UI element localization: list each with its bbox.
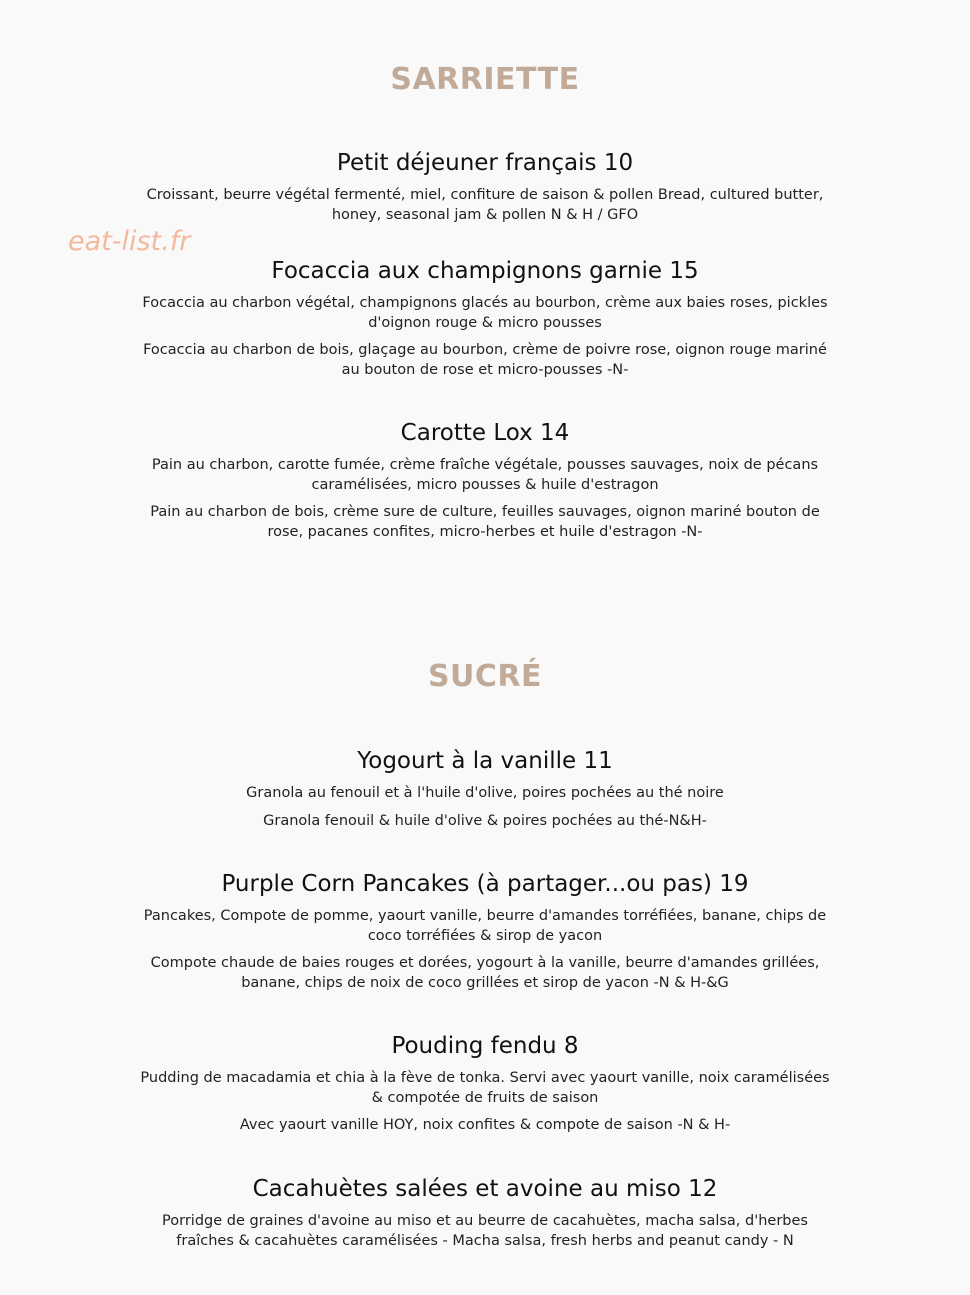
dish-name: Pouding fendu 8 [391,1033,579,1059]
dish-description: Pancakes, Compote de pomme, yaourt vanille, beurre d'amandes torréfiées, banane, chips de coco torréfiées & sirop de yacon [143,908,827,944]
menu-item [135,420,835,550]
dish-description: Granola fenouil & huile d'olive & poires pochées au thé-N&H- [263,812,707,829]
watermark: eat-list.fr [68,226,191,257]
menu-item [135,1033,835,1144]
menu-item [135,1176,835,1259]
dish-name: Cacahuètes salées et avoine au miso 12 [252,1176,718,1202]
section-title-sucre: SUCRÉ [427,659,543,694]
dish-name: Purple Corn Pancakes (à partager...ou pas) 19 [221,871,749,897]
dish-description: Pain au charbon de bois, crème sure de culture, feuilles sauvages, oignon mariné bouton de rose, pacanes confites, micro-herbes et huile d'estragon -N- [150,504,820,540]
section-title-sarriette: SARRIETTE [390,62,580,97]
dish-name: Yogourt à la vanille 11 [357,748,613,774]
dish-name: Carotte Lox 14 [400,420,570,446]
dish-description: Pain au charbon, carotte fumée, crème fraîche végétale, pousses sauvages, noix de pécans caramélisées, micro pousses & huile d'estragon [151,457,819,493]
dish-description: Croissant, beurre végétal fermenté, miel, confiture de saison & pollen Bread, cultured butter, honey, seasonal jam & pollen N & H / GFO [146,187,824,223]
dish-name: Petit déjeuner français 10 [336,150,634,176]
menu-item [135,871,835,1001]
dish-description: Focaccia au charbon végétal, champignons glacés au bourbon, crème aux baies roses, pickles d'oignon rouge & micro pousses [142,295,828,331]
dish-description: Porridge de graines d'avoine au miso et au beurre de cacahuètes, macha salsa, d'herbes fraîches & cacahuètes caramélisées - Macha salsa, fresh herbs and peanut candy - N [162,1213,808,1249]
dish-description: Granola au fenouil et à l'huile d'olive, poires pochées au thé noire [246,785,724,801]
dish-description: Pudding de macadamia et chia à la fève de tonka. Servi avec yaourt vanille, noix caramélisées & compotée de fruits de saison [140,1070,830,1106]
dish-description: Avec yaourt vanille HOY, noix confites & compote de saison -N & H- [239,1117,731,1133]
dish-name: Focaccia aux champignons garnie 15 [271,258,699,284]
dish-description: Compote chaude de baies rouges et dorées, yogourt à la vanille, beurre d'amandes grillées, banane, chips de noix de coco grillées et sirop de yacon -N & H-&G [150,955,820,991]
menu-item [135,258,835,388]
dish-description: Focaccia au charbon de bois, glaçage au bourbon, crème de poivre rose, oignon rouge mariné au bouton de rose et micro-pousses -N- [143,342,827,378]
menu-item [135,150,835,233]
menu-item [135,748,835,839]
